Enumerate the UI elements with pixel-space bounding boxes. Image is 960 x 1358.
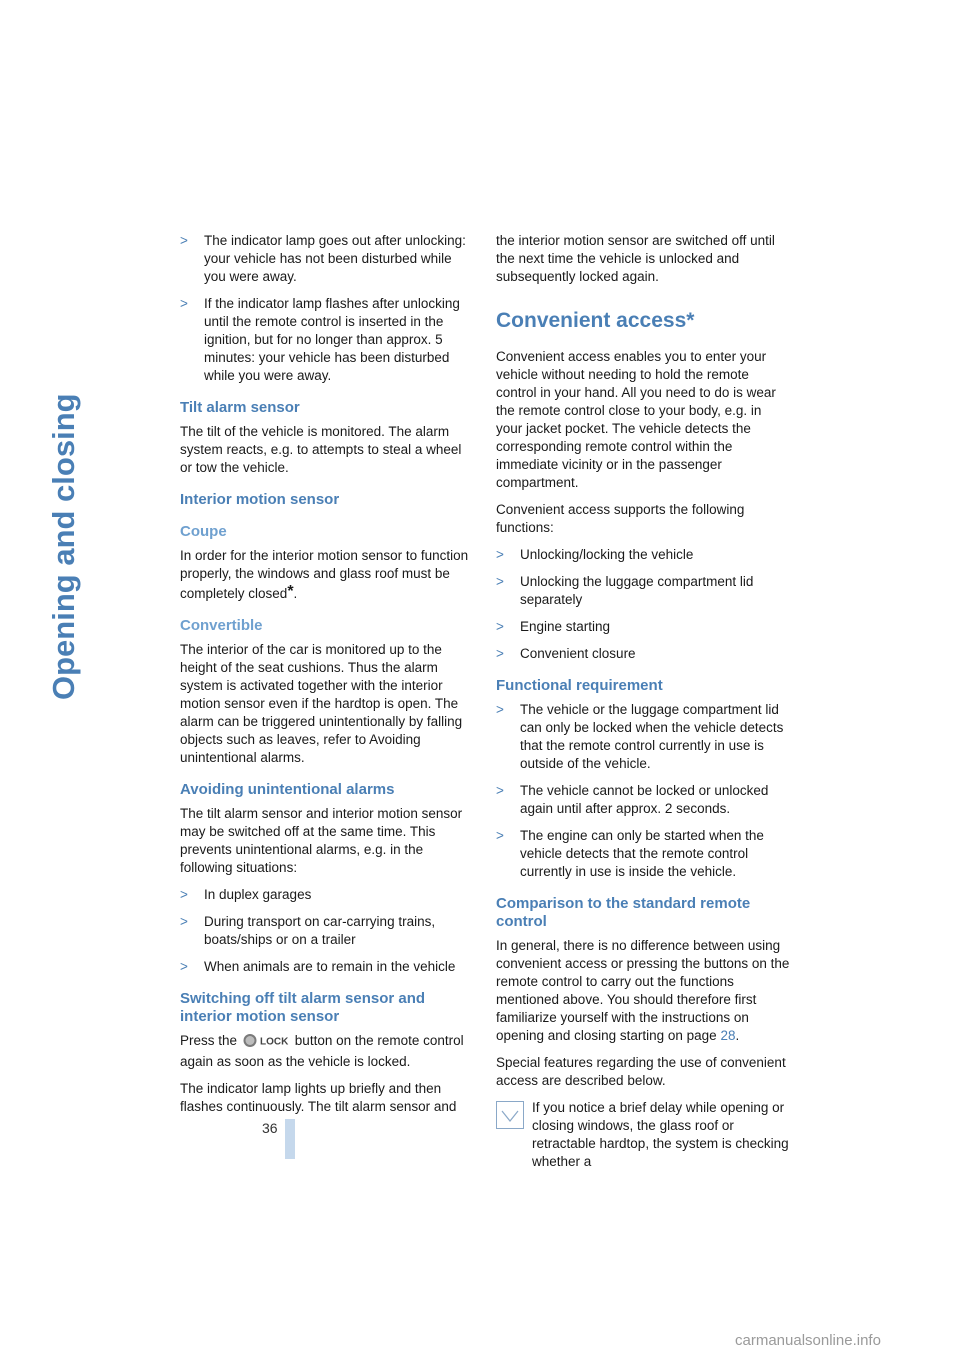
heading-switching-off-sensors: Switching off tilt alarm sensor and interior motion sensor	[180, 990, 426, 1025]
bullet-text: The vehicle or the luggage compartment lid can only be locked when the vehicle detects that the remote control currently in use is outside of the vehicle.	[520, 702, 784, 771]
bullet-text: The indicator lamp goes out after unlocking: your vehicle has not been disturbed while you were away.	[204, 233, 466, 284]
period: .	[735, 1028, 740, 1043]
list-item	[496, 645, 790, 663]
bullet-marker: >	[180, 914, 188, 929]
list-item	[496, 782, 790, 818]
paragraph: Convenient access enables you to enter your vehicle without needing to hold the remote control in your hand. All you need to do is wear the remote control close to your body, e.g. in your jacket pocket. The vehicle detects the corresponding remote control within the immediate vicinity or in the passenger compartment.	[496, 349, 776, 490]
bullet-marker: >	[180, 959, 188, 974]
comparison-text: In general, there is no difference between using convenient access or pressing the buttons on the remote control to carry out the functions mentioned above. You should therefore first familiarize yourself with the instructions on opening and closing starting on page	[496, 938, 790, 1043]
heading-avoiding-unintentional-alarms: Avoiding unintentional alarms	[180, 781, 395, 798]
bullet-marker: >	[180, 233, 188, 248]
heading-tilt-alarm-sensor: Tilt alarm sensor	[180, 399, 300, 416]
lock-label: LOCK	[259, 1036, 289, 1048]
press-text: Press the	[180, 1033, 238, 1048]
watermark: carmanualsonline.info	[735, 1332, 881, 1349]
bullet-text: Engine starting	[520, 619, 611, 634]
paragraph: The tilt of the vehicle is monitored. The alarm system reacts, e.g. to attempts to steal a wheel or tow the vehicle.	[180, 424, 462, 475]
paragraph: The tilt alarm sensor and interior motion sensor may be switched off at the same time. This prevents unintentional alarms, e.g. in the following situations:	[180, 806, 463, 875]
bullet-marker: >	[496, 783, 504, 798]
paragraph: Convenient access supports the following functions:	[496, 502, 745, 535]
list-item	[496, 573, 790, 609]
heading-interior-motion-sensor: Interior motion sensor	[180, 491, 340, 508]
bullet-text: In duplex garages	[204, 887, 312, 902]
list-item	[496, 827, 790, 881]
press-text-after: button on the remote control again as soon as the vehicle is locked.	[180, 1033, 464, 1069]
bullet-text: Unlocking/locking the vehicle	[520, 547, 694, 562]
heading-convertible: Convertible	[180, 617, 263, 634]
bullet-text: During transport on car-carrying trains, boats/ships or on a trailer	[204, 914, 436, 947]
note-text: If you notice a brief delay while opening or closing windows, the glass roof or retractable hardtop, the system is checking whether a	[532, 1100, 789, 1169]
section-side-title: Opening and closing	[46, 393, 81, 700]
list-item	[496, 701, 790, 773]
paragraph: the interior motion sensor are switched off until the next time the vehicle is unlocked and subsequently locked again.	[496, 233, 775, 284]
bullet-text: Convenient closure	[520, 646, 636, 661]
bullet-text: The vehicle cannot be locked or unlocked again until after approx. 2 seconds.	[520, 783, 769, 816]
bullet-marker: >	[496, 619, 504, 634]
period: .	[293, 586, 298, 601]
paragraph: The indicator lamp lights up briefly and then flashes continuously. The tilt alarm sensor and	[180, 1081, 457, 1114]
list-item	[496, 618, 790, 636]
bullet-text: When animals are to remain in the vehicle	[204, 959, 456, 974]
heading-coupe: Coupe	[180, 523, 227, 540]
bullet-text: If the indicator lamp flashes after unlocking until the remote control is inserted in the ignition, but for no longer than approx. 5 minutes: your vehicle has been disturbed while you were away.	[204, 296, 460, 383]
heading-convenient-access: Convenient access*	[496, 309, 695, 332]
left-column	[180, 232, 472, 1125]
bullet-marker: >	[496, 828, 504, 843]
heading-comparison-standard-remote: Comparison to the standard remote control	[496, 895, 751, 930]
bullet-marker: >	[496, 646, 504, 661]
list-item	[180, 913, 472, 949]
note-icon	[496, 1101, 524, 1134]
bullet-marker: >	[180, 296, 188, 311]
page-number: 36	[262, 1120, 278, 1136]
heading-functional-requirement: Functional requirement	[496, 677, 663, 694]
list-item	[180, 295, 472, 385]
lock-button-icon	[243, 1033, 293, 1053]
bullet-marker: >	[496, 574, 504, 589]
coupe-text: In order for the interior motion sensor to function properly, the windows and glass roof must be completely closed	[180, 548, 469, 601]
list-item	[496, 546, 790, 564]
bullet-marker: >	[496, 702, 504, 717]
paragraph	[496, 937, 790, 1045]
right-column	[496, 232, 790, 1171]
paragraph	[180, 1032, 472, 1071]
bullet-marker: >	[180, 887, 188, 902]
note-block	[496, 1099, 790, 1171]
page-marker-bar	[285, 1119, 295, 1159]
bullet-marker: >	[496, 547, 504, 562]
page-link[interactable]: 28	[720, 1028, 736, 1043]
paragraph: The interior of the car is monitored up to the height of the seat cushions. Thus the alarm system is activated together with the interior motion sensor even if the hardtop is open. The alarm can be triggered unintentionally by falling objects such as leaves, refer to Avoiding unintentional alarms.	[180, 642, 463, 765]
optional-equipment-star: *	[287, 583, 294, 600]
bullet-text: The engine can only be started when the vehicle detects that the remote control currently in use is inside the vehicle.	[520, 828, 764, 879]
list-item	[180, 232, 472, 286]
list-item	[180, 958, 472, 976]
list-item	[180, 886, 472, 904]
paragraph	[180, 547, 472, 603]
paragraph: Special features regarding the use of convenient access are described below.	[496, 1055, 786, 1088]
bullet-text: Unlocking the luggage compartment lid separately	[520, 574, 754, 607]
